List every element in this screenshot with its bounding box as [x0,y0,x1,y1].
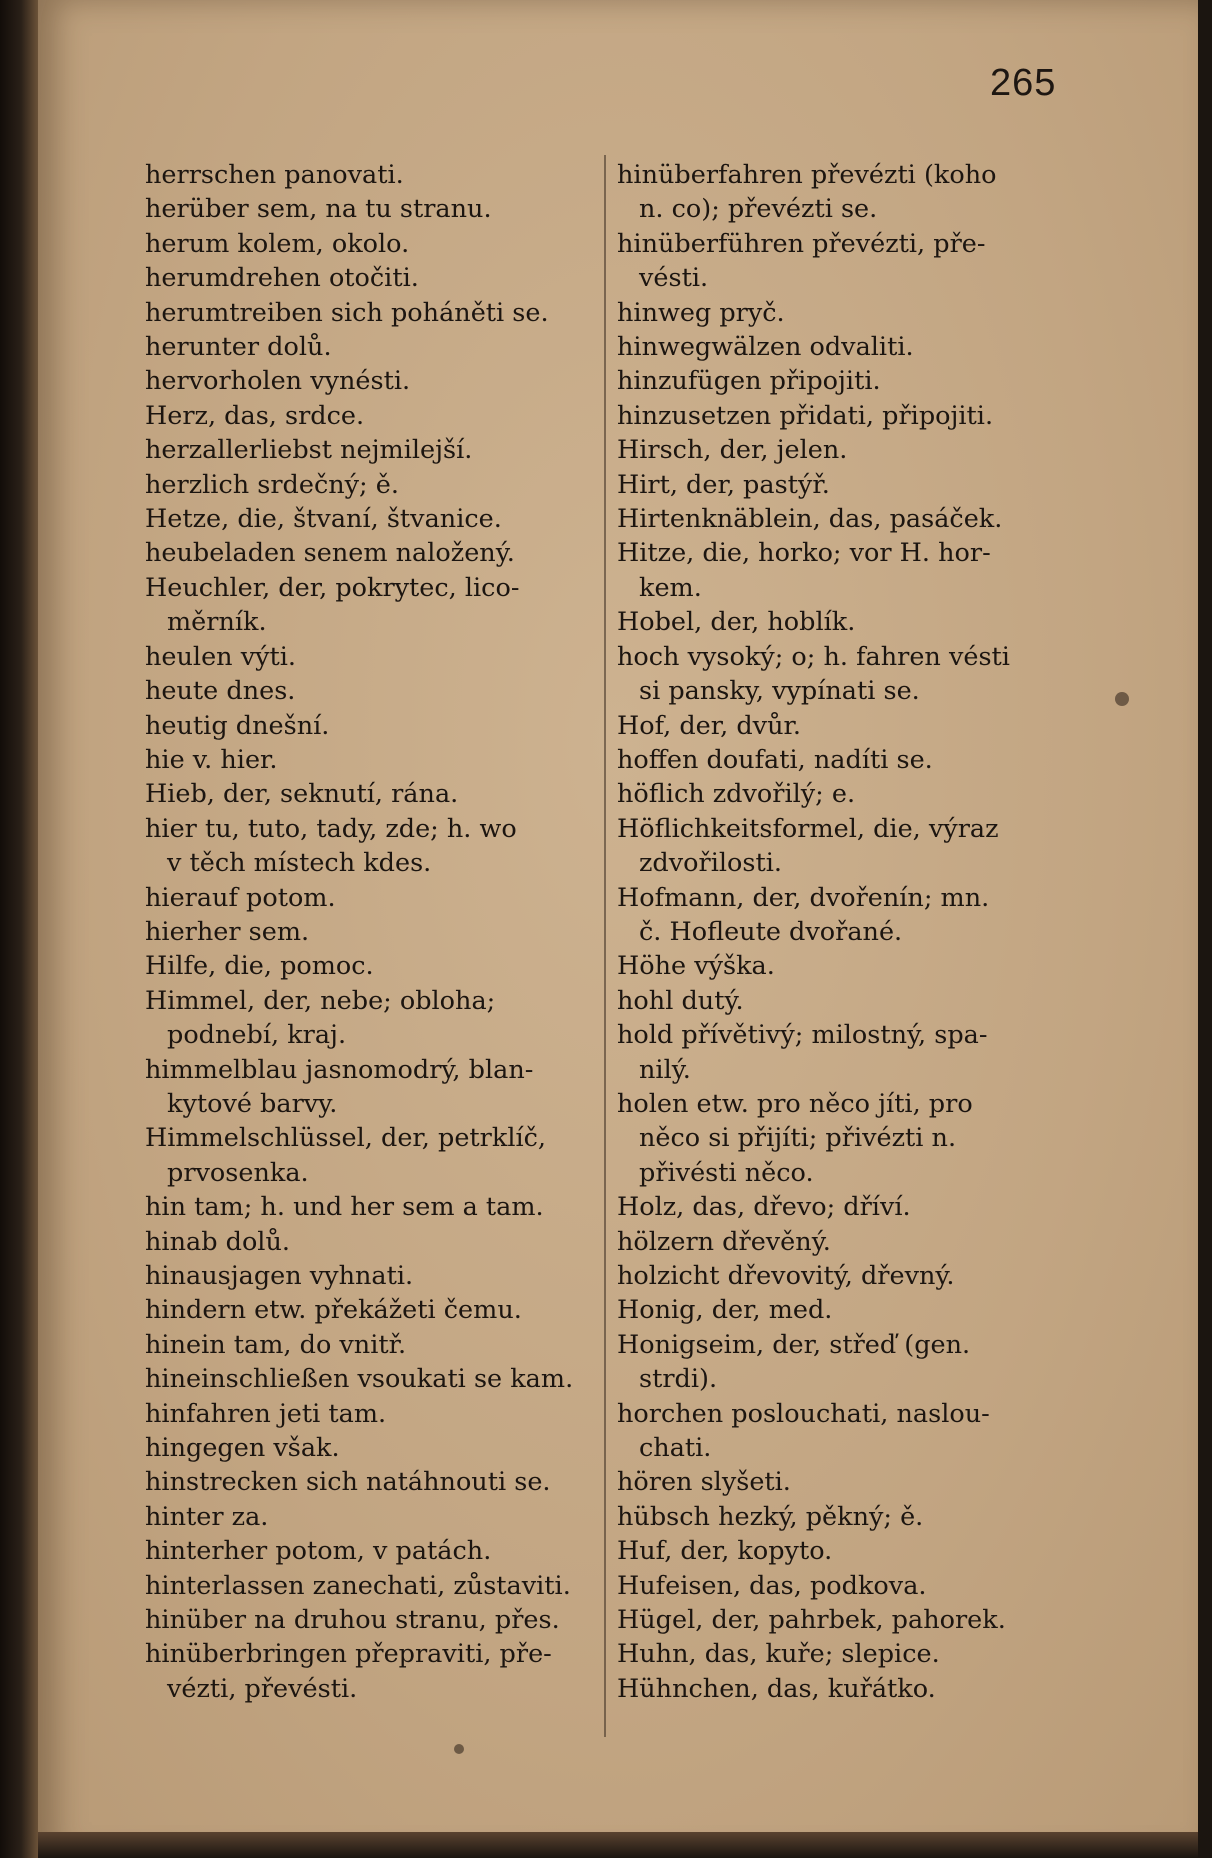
dictionary-entry: Hühnchen, das, kuřátko. [617,1673,936,1704]
dictionary-entry-continuation: zdvořilosti. [639,848,782,879]
dictionary-entry: himmelblau jasnomodrý, blan- [145,1054,534,1085]
dictionary-entry-continuation: vésti. [639,263,709,294]
dictionary-entry: herumdrehen otočiti. [145,263,419,294]
dictionary-entry: hingegen však. [145,1433,340,1464]
dictionary-entry: hinzufügen připojiti. [617,366,881,397]
dictionary-entry: hierher sem. [145,916,310,947]
dictionary-entry-continuation: měrník. [167,607,267,638]
dictionary-entry-continuation: vézti, převésti. [167,1673,358,1704]
dictionary-entry: Hofmann, der, dvořenín; mn. [617,882,990,913]
column-divider [604,155,606,1737]
dictionary-entry-continuation: přivésti něco. [639,1157,814,1188]
dictionary-entry: herüber sem, na tu stranu. [145,194,492,225]
dictionary-entry: hervorholen vynésti. [145,366,411,397]
dictionary-entry: herrschen panovati. [145,160,404,190]
dictionary-entry: hinwegwälzen odvaliti. [617,332,914,363]
dictionary-entry: hinfahren jeti tam. [145,1398,387,1429]
dictionary-entry: Hieb, der, seknutí, rána. [145,779,459,810]
ink-spot [1115,692,1129,706]
dictionary-entry-continuation: strdi). [639,1364,718,1395]
book-spine [0,0,38,1858]
dictionary-entry: hübsch hezký, pěkný; ě. [617,1501,924,1532]
dictionary-entry-continuation: n. co); převézti se. [639,194,878,225]
dictionary-entry-continuation: chati. [639,1433,712,1464]
dictionary-entry-continuation: v těch místech kdes. [167,848,432,879]
dictionary-entry: heubeladen senem naložený. [145,538,515,569]
dictionary-entry-continuation: prvosenka. [167,1157,309,1188]
dictionary-entry-continuation: si pansky, vypínati se. [639,676,920,707]
dictionary-entry: Honigseim, der, střeď (gen. [617,1329,971,1360]
dictionary-entry: Himmel, der, nebe; obloha; [145,985,496,1016]
dictionary-entry: Hilfe, die, pomoc. [145,951,374,982]
dictionary-entry-continuation: kem. [639,572,702,603]
dictionary-entry: heute dnes. [145,676,296,707]
dictionary-entry: hinzusetzen přidati, připojiti. [617,400,994,431]
dictionary-entry: hinter za. [145,1501,269,1532]
dictionary-entry: hinstrecken sich natáhnouti se. [145,1467,551,1498]
dictionary-entry-continuation: č. Hofleute dvořané. [639,916,903,947]
dictionary-entry: herum kolem, okolo. [145,228,410,259]
dictionary-entry: hineinschließen vsoukati se kam. [145,1364,574,1395]
dictionary-entry: horchen poslouchati, naslou- [617,1398,990,1429]
dictionary-entry: Hetze, die, štvaní, štvanice. [145,504,502,535]
dictionary-entry-continuation: něco si přijíti; přivézti n. [639,1123,957,1154]
left-column [145,158,595,1706]
dictionary-entry: Honig, der, med. [617,1295,833,1326]
dictionary-entry: hinterlassen zanechati, zůstaviti. [145,1570,571,1601]
dictionary-entry-continuation: podnebí, kraj. [167,1020,347,1051]
dictionary-entry: hoch vysoký; o; h. fahren vésti [617,641,1010,672]
dictionary-entry-continuation: kytové barvy. [167,1088,338,1119]
dictionary-entry-continuation: nilý. [639,1054,691,1085]
right-column [617,158,1062,1706]
dictionary-entry: hohl dutý. [617,985,744,1016]
dictionary-entry: Hirsch, der, jelen. [617,435,848,466]
dictionary-entry: hinüberfahren převézti (koho [617,160,997,190]
dictionary-entry: Herz, das, srdce. [145,400,365,431]
dictionary-entry: Himmelschlüssel, der, petrklíč, [145,1123,547,1154]
dictionary-entry: hierauf potom. [145,882,336,913]
dictionary-entry: herumtreiben sich poháněti se. [145,297,549,328]
dictionary-entry: hinweg pryč. [617,297,785,328]
dictionary-entry: hoffen doufati, nadíti se. [617,744,933,775]
dictionary-entry: hin tam; h. und her sem a tam. [145,1192,544,1223]
dictionary-entry: Hufeisen, das, podkova. [617,1570,927,1601]
dictionary-entry: hinüberbringen přepraviti, pře- [145,1639,552,1670]
dictionary-entry: Hügel, der, pahrbek, pahorek. [617,1605,1006,1636]
dictionary-entry: hinüberführen převézti, pře- [617,228,986,259]
dictionary-entry: hinausjagen vyhnati. [145,1261,414,1291]
dictionary-entry: höflich zdvořilý; e. [617,779,856,810]
dictionary-entry: Hirtenknäblein, das, pasáček. [617,504,1003,535]
dictionary-entry: herzlich srdečný; ě. [145,469,399,500]
dictionary-entry: Hitze, die, horko; vor H. hor- [617,538,991,569]
dictionary-entry: herunter dolů. [145,332,332,363]
page-bottom-edge [38,1832,1198,1858]
dictionary-entry: Huf, der, kopyto. [617,1536,833,1567]
dictionary-entry: Hof, der, dvůr. [617,710,801,741]
dictionary-entry: hören slyšeti. [617,1467,791,1498]
dictionary-entry: heutig dnešní. [145,710,330,741]
dictionary-entry: hier tu, tuto, tady, zde; h. wo [145,813,517,844]
dictionary-entry: hold přívětivý; milostný, spa- [617,1020,988,1051]
dictionary-entry: Hirt, der, pastýř. [617,469,830,500]
dictionary-entry: hinterher potom, v patách. [145,1536,492,1567]
dictionary-entry: Heuchler, der, pokrytec, lico- [145,572,520,603]
dictionary-entry: hindern etw. překážeti čemu. [145,1295,522,1326]
dictionary-entry: heulen výti. [145,641,297,672]
dictionary-entry: hinüber na druhou stranu, přes. [145,1605,560,1636]
dictionary-entry: hölzern dřevěný. [617,1226,831,1257]
dictionary-entry: Huhn, das, kuře; slepice. [617,1639,940,1670]
dictionary-entry: Holz, das, dřevo; dříví. [617,1192,911,1223]
dictionary-entry: hie v. hier. [145,744,278,775]
dictionary-entry: Hobel, der, hoblík. [617,607,856,638]
dictionary-entry: Höflichkeitsformel, die, výraz [617,813,999,844]
dictionary-entry: holzicht dřevovitý, dřevný. [617,1261,955,1291]
dictionary-entry: herzallerliebst nejmilejší. [145,435,473,466]
dictionary-entry: Höhe výška. [617,951,775,982]
dictionary-entry: holen etw. pro něco jíti, pro [617,1088,973,1119]
dictionary-entry: hinein tam, do vnitř. [145,1329,407,1360]
dictionary-entry: hinab dolů. [145,1226,290,1257]
ink-spot [454,1744,464,1754]
page-number: 265 [990,62,1057,104]
